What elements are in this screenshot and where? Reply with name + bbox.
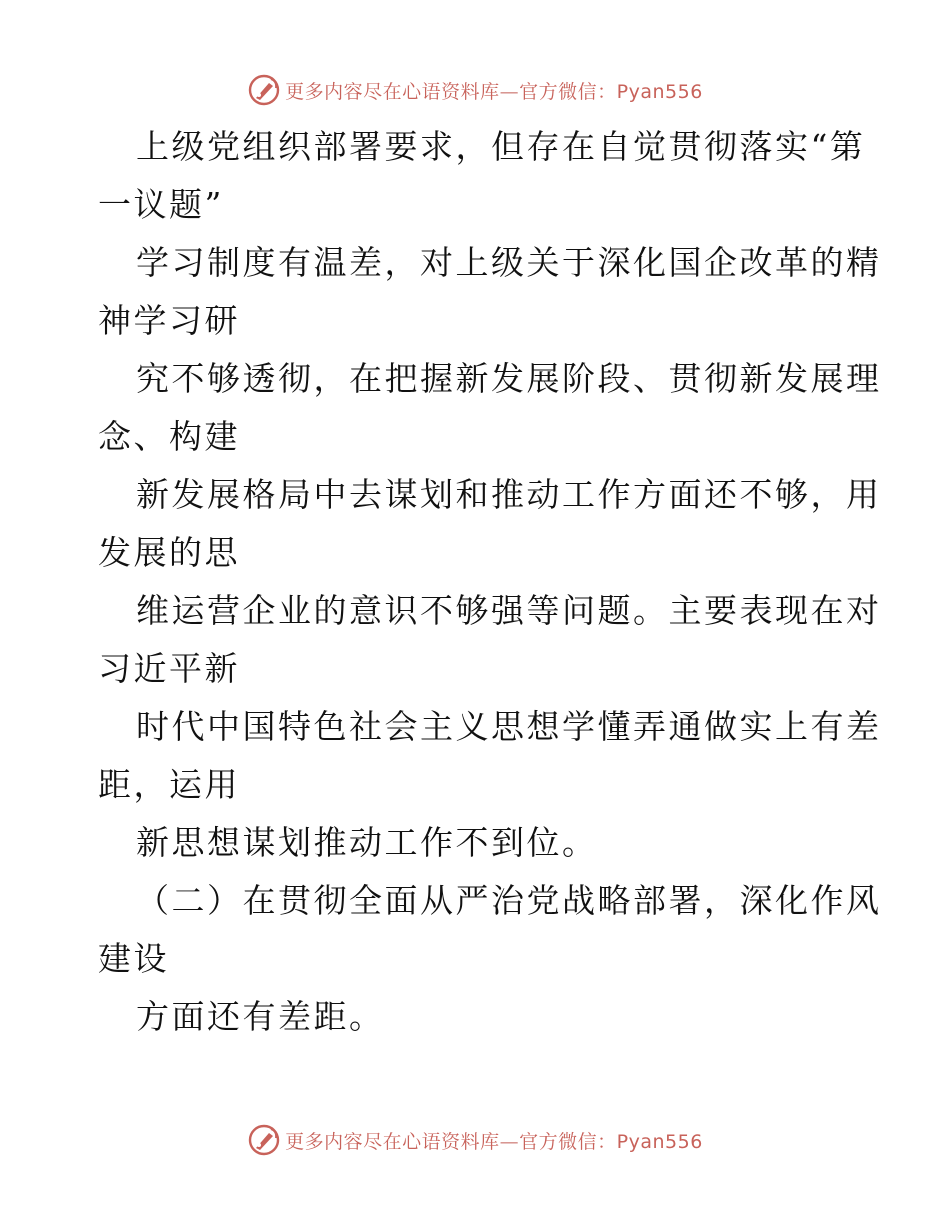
body-line: 方面还有差距。	[136, 997, 385, 1036]
body-line: 距，运用	[98, 765, 240, 804]
body-line: 新思想谋划推动工作不到位。	[136, 823, 598, 862]
body-line: 神学习研	[98, 301, 240, 340]
header-title: 更多内容尽在心语资料库	[285, 80, 500, 103]
body-line: 新发展格局中去谋划和推动工作方面还不够，用	[136, 475, 882, 514]
footer-separator: —	[499, 1130, 520, 1153]
footer-contact: 官方微信：Pyan556	[519, 1130, 703, 1153]
header-separator: —	[499, 80, 520, 103]
body-line: 上级党组织部署要求，但存在自觉贯彻落实“第	[136, 127, 866, 166]
header-banner	[0, 70, 950, 110]
body-line: 习近平新	[98, 649, 240, 688]
body-line: 念、构建	[98, 417, 240, 456]
body-line: 维运营企业的意识不够强等问题。主要表现在对	[136, 591, 882, 630]
body-line: 时代中国特色社会主义思想学懂弄通做实上有差	[136, 707, 882, 746]
body-line: 学习制度有温差，对上级关于深化国企改革的精	[136, 243, 882, 282]
document-body	[98, 118, 882, 1046]
pen-nib-logo-icon	[247, 1123, 281, 1157]
footer-banner	[0, 1120, 950, 1160]
footer-text	[285, 1127, 703, 1154]
body-line: 发展的思	[98, 533, 240, 572]
header-contact: 官方微信：Pyan556	[519, 80, 703, 103]
pen-nib-logo-icon	[247, 73, 281, 107]
body-line: 究不够透彻，在把握新发展阶段、贯彻新发展理	[136, 359, 882, 398]
footer-title: 更多内容尽在心语资料库	[285, 1130, 500, 1153]
body-line: 一议题”	[98, 185, 224, 224]
header-text	[285, 77, 703, 104]
body-line: （二）在贯彻全面从严治党战略部署，深化作风	[136, 881, 882, 920]
body-line: 建设	[98, 939, 169, 978]
